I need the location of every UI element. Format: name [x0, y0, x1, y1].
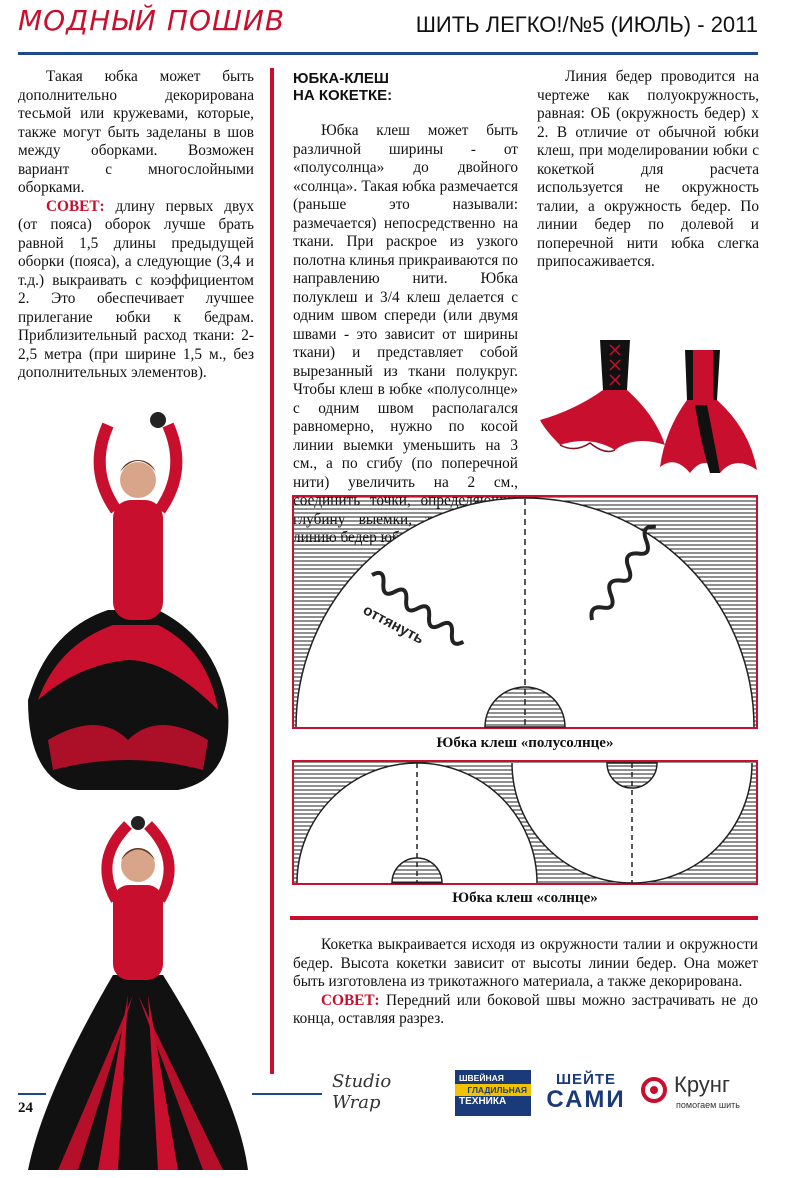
sew-yourself-logo: ШЕЙТЕ САМИ [546, 1071, 626, 1113]
full-circle-pattern-diagram [292, 760, 758, 885]
page-number: 24 [18, 1100, 33, 1116]
col2-paragraph-1: Юбка клеш может быть различной ширины - от «полусолнца» до двойного «солнца». Такая юбка размечается (раньше это называли: размечается) непосредственно на ткани. При раскрое из узкого полотна клинья прикраиваются по направлению нити. Юбка полуклеш и 3/4 клеш делается с одним швом спереди (или двумя швами - это зависит от ширины ткани) и представляет собой вырезанный из ткани полукруг. Чтобы клеш в юбке «полусолнце» с одним швом располагался равномерно, нужно по косой линии выемки уменьшить на 3 см., а по сгибу (по поперечной нити) увеличить на 2 см., [293, 122, 518, 491]
bottom-text [293, 936, 758, 1029]
sewing-equipment-logo: ШВЕЙНАЯ ГЛАДИЛЬНАЯ ТЕХНИКА [455, 1070, 531, 1116]
half-circle-caption: Юбка клеш «полусолнце» [436, 735, 614, 751]
dancer-photo-top [18, 410, 238, 810]
krung-logo-icon [640, 1076, 668, 1104]
header-rule [18, 52, 758, 55]
col1-paragraph-2 [18, 198, 254, 383]
column-divider [270, 68, 274, 1074]
heading-line-1: ЮБКА-КЛЕШ [293, 70, 389, 87]
column-2-text [293, 122, 518, 548]
footer-rule-right [252, 1093, 322, 1095]
column-3-text [537, 68, 759, 272]
issue-title: ШИТЬ ЛЕГКО!/№5 (ИЮЛЬ) - 2011 [415, 12, 758, 37]
studio-wrap-logo: Studio Wrap [332, 1071, 392, 1113]
section-heading [293, 70, 513, 104]
column-1-text [18, 68, 254, 383]
advice-label: СОВЕТ: [46, 197, 105, 215]
krung-logo: Крунг помогаем шить [640, 1070, 760, 1116]
bottom-advice-label: СОВЕТ: [321, 991, 380, 1009]
dancer-photo-bottom [18, 815, 258, 1175]
bottom-divider [290, 916, 758, 920]
section-title: МОДНЫЙ ПОШИВ [18, 4, 286, 37]
col1-advice-text: длину первых двух (от пояса) оборок лучше брать равной 1,5 длины предыдущей оборки (пояса), а следующие (3,4 и т.д.) выкраивать с коэффициентом 2. Это обеспечивает лучшее прилегание юбки к бедрам. Приблизительный расход ткани: 2-2,5 метра (при ширине 1,5 м., без дополнительных элементов). [18, 197, 254, 381]
footer-rule-left [18, 1093, 46, 1095]
col1-paragraph-1: Такая юбка может быть дополнительно декорирована тесьмой или кружевами, которые, также могут быть заделаны в шов между оборками. Возможен вариант с многослойными оборками. [18, 68, 254, 196]
full-circle-caption: Юбка клеш «солнце» [452, 890, 598, 906]
half-circle-pattern-diagram [292, 495, 758, 730]
skirt-illustration [535, 335, 760, 480]
heading-line-2: НА КОКЕТКЕ: [293, 87, 393, 104]
col3-paragraph-1: Линия бедер проводится на чертеже как полуокружность, равная: ОБ (окружность бедер) х 2. В отличие от обычной юбки клеш, при моделировании юбки с кокеткой для расчета используется не окружность талии, а окружность бедер. По линии бедер по долевой и поперечной нити юбка слегка припосаживается. [537, 68, 759, 270]
bottom-paragraph-1: Кокетка выкраивается исходя из окружности талии и окружности бедер. Высота кокетки зависит от высоты линии бедер. Она может быть изготовлена из трикотажного материала, а также декорирована. [293, 936, 758, 990]
bottom-paragraph-2 [293, 992, 758, 1029]
stretch-label: оттянуть [360, 601, 427, 648]
bottom-advice-text: Передний или боковой швы можно застрачивать не до конца, оставляя разрез. [293, 991, 758, 1027]
